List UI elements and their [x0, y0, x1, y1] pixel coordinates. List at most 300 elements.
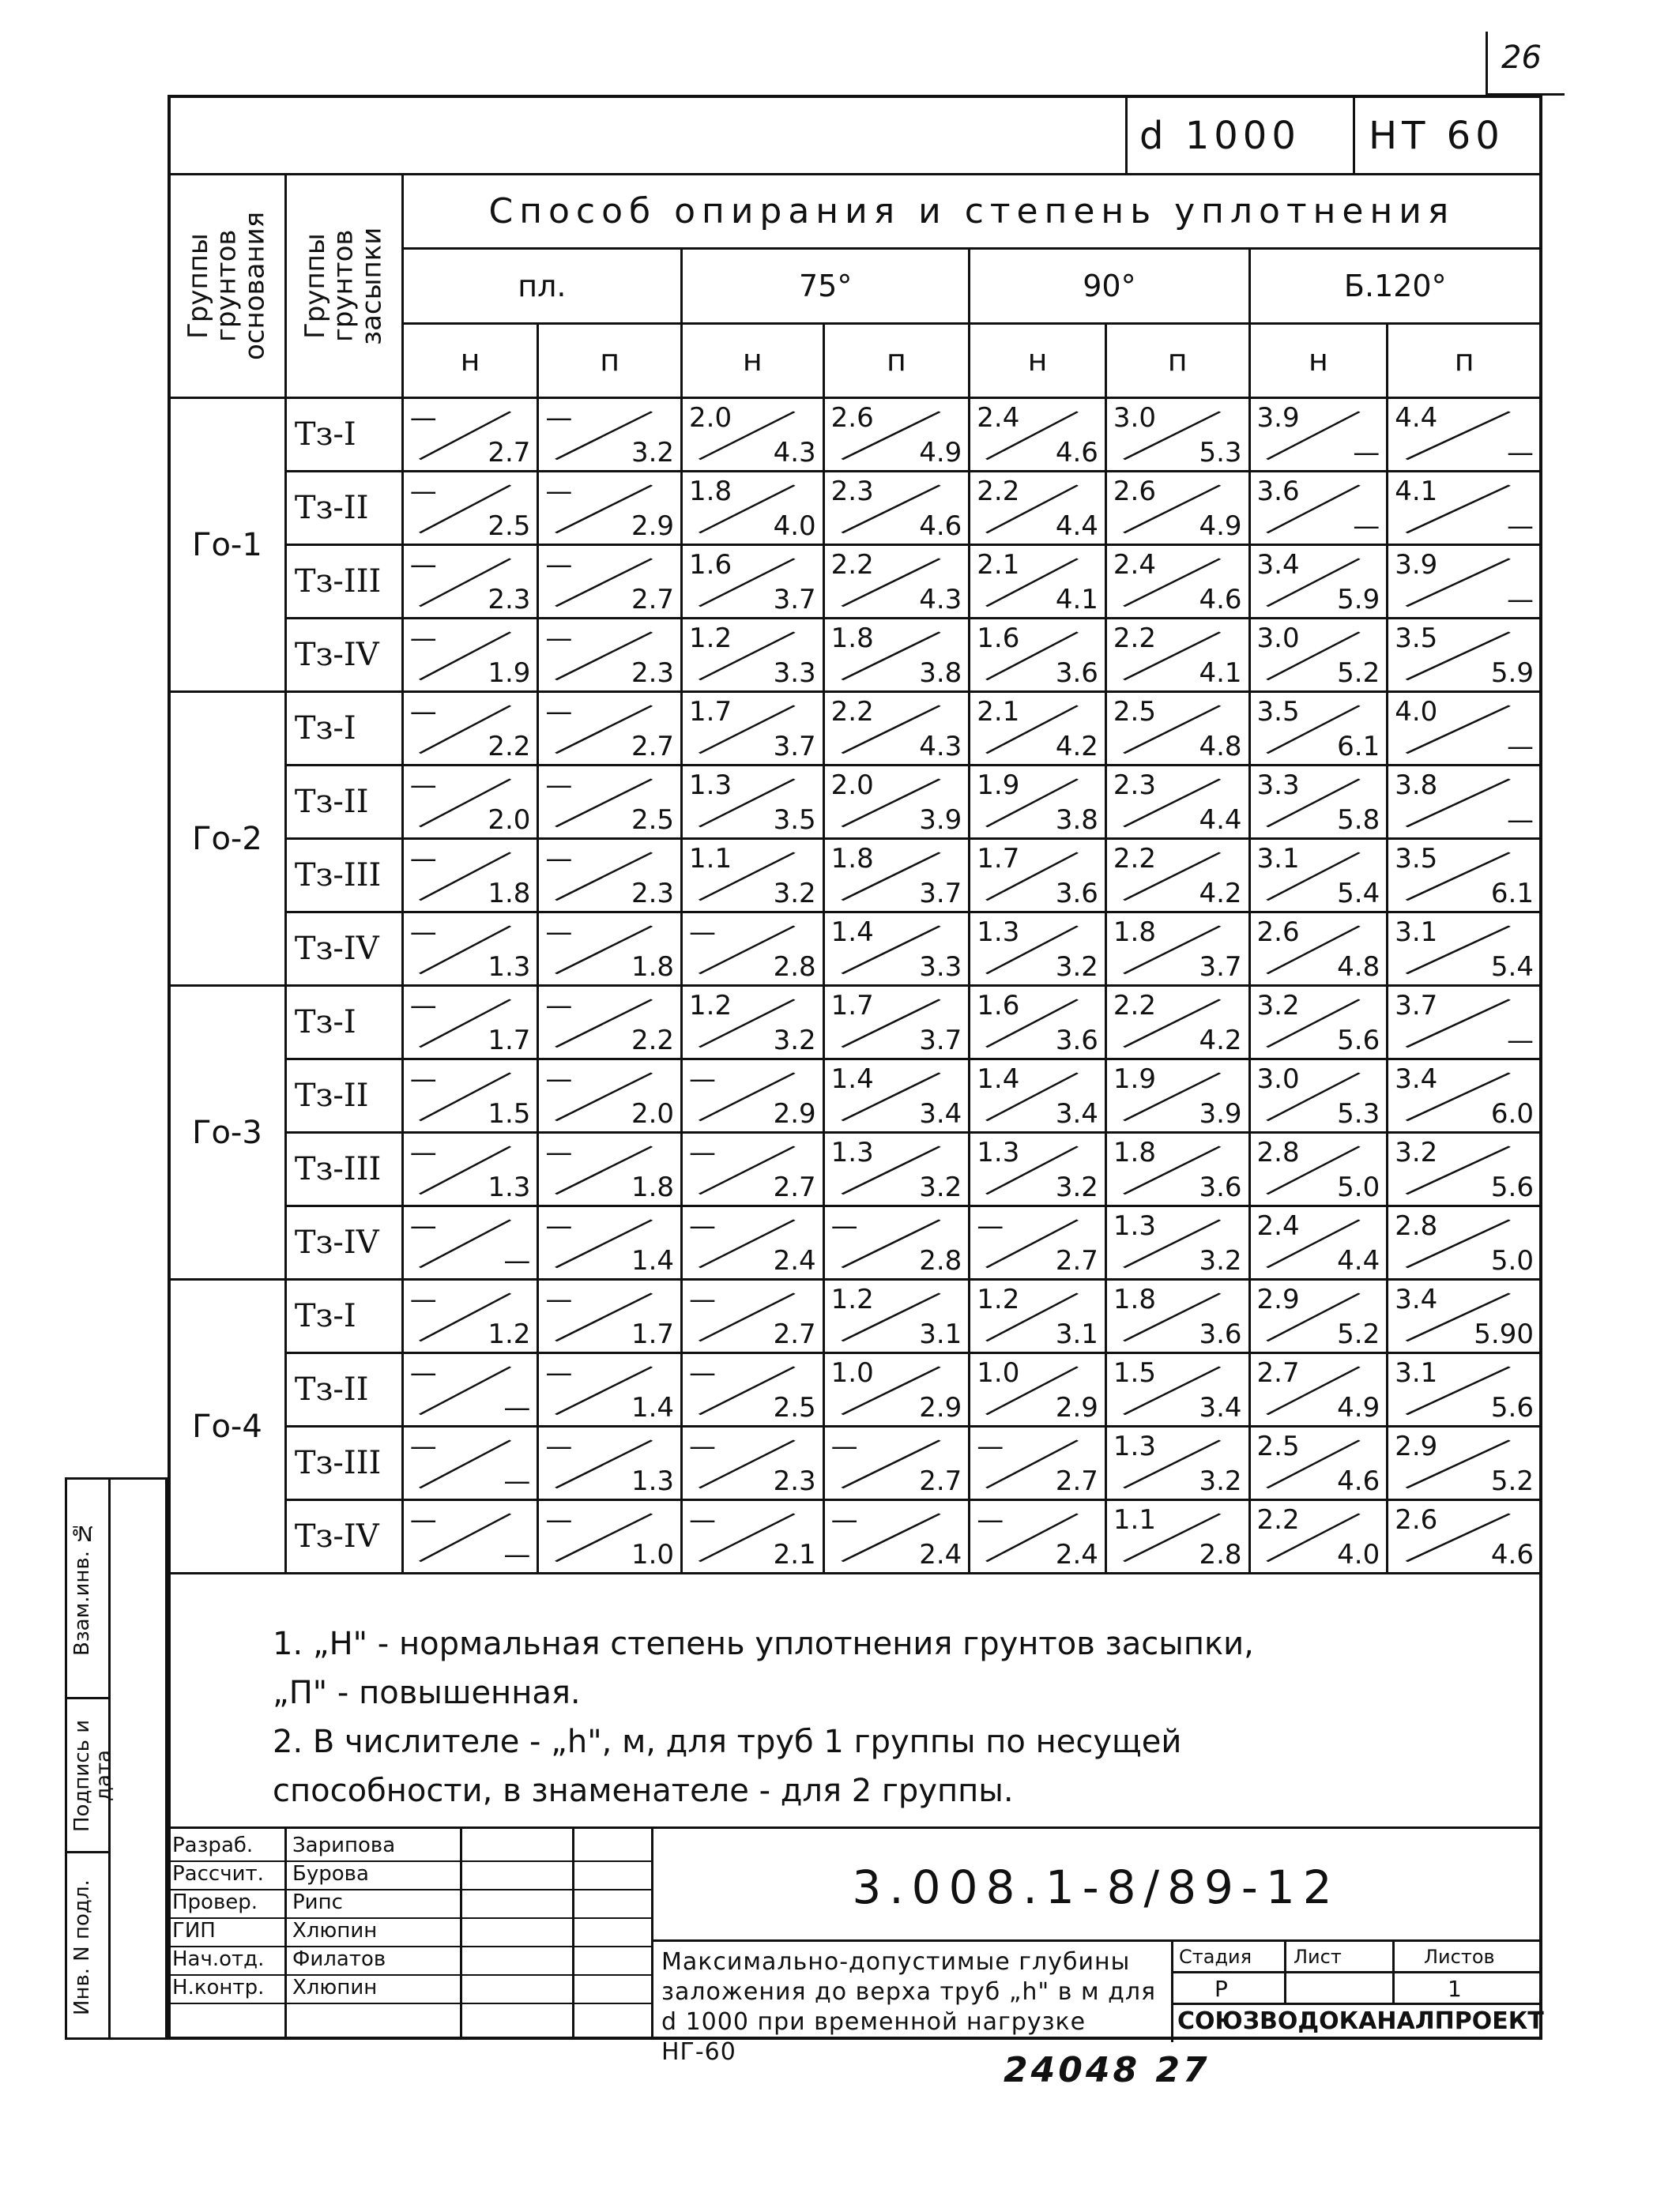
depth-cell	[538, 912, 682, 986]
numerator: —	[830, 1431, 858, 1462]
denominator: 4.3	[773, 437, 816, 468]
denominator: 3.7	[919, 1025, 962, 1056]
depth-cell	[1105, 619, 1249, 692]
fill-soil-group: Тз-I	[285, 692, 402, 766]
depth-cell	[1249, 1206, 1388, 1280]
numerator: 1.4	[977, 1063, 1020, 1095]
numerator: 3.0	[1256, 623, 1300, 654]
depth-cell	[1388, 986, 1542, 1059]
denominator: 4.2	[1199, 878, 1242, 909]
depth-cell	[402, 1427, 538, 1500]
depth-cell	[538, 839, 682, 912]
stage-label: Стадия	[1179, 1946, 1252, 1968]
method-header: 75°	[682, 249, 970, 323]
depth-cell	[1388, 1427, 1542, 1500]
numerator: 2.4	[977, 402, 1020, 434]
depth-cell	[1388, 472, 1542, 545]
denominator: 2.9	[919, 1392, 962, 1424]
numerator: 3.1	[1395, 1357, 1438, 1389]
numerator: —	[409, 1357, 437, 1389]
numerator: 1.6	[977, 990, 1020, 1021]
numerator: 2.1	[977, 549, 1020, 581]
denominator: 4.9	[1337, 1392, 1380, 1424]
table-row	[169, 1500, 1542, 1574]
depth-cell	[970, 1280, 1106, 1353]
denominator: 3.2	[1199, 1465, 1242, 1497]
denominator: 1.8	[631, 951, 675, 983]
depth-cell	[1249, 545, 1388, 619]
base-soil-group: Го-1	[169, 398, 286, 692]
depth-cell	[1105, 472, 1249, 545]
denominator: 4.0	[1337, 1539, 1380, 1571]
depth-cell	[823, 619, 970, 692]
numerator: —	[409, 549, 437, 581]
denominator: 2.9	[1055, 1392, 1098, 1424]
depth-cell	[538, 1500, 682, 1574]
numerator: 2.0	[689, 402, 732, 434]
compaction-header: н	[402, 323, 538, 397]
denominator: 1.5	[488, 1098, 531, 1130]
depth-cell	[823, 1500, 970, 1574]
depth-cell	[402, 1353, 538, 1427]
numerator: 2.2	[1113, 843, 1156, 875]
denominator: 6.0	[1490, 1098, 1534, 1130]
denominator: —	[1507, 731, 1534, 762]
depth-cell	[970, 472, 1106, 545]
denominator: 5.9	[1490, 657, 1534, 689]
depth-cell	[402, 839, 538, 912]
denominator: 2.7	[773, 1172, 816, 1203]
depth-cell	[402, 1280, 538, 1353]
fill-soil-group: Тз-II	[285, 472, 402, 545]
denominator: 3.3	[919, 951, 962, 983]
fill-soil-group: Тз-III	[285, 1427, 402, 1500]
numerator: —	[409, 1431, 437, 1462]
numerator: —	[409, 1210, 437, 1242]
sign-date-label: Подпись и дата	[70, 1719, 116, 1833]
denominator: 3.2	[1055, 951, 1098, 983]
denominator: 4.3	[919, 731, 962, 762]
denominator: 2.9	[631, 510, 675, 542]
depth-cell	[1249, 912, 1388, 986]
denominator: 2.0	[488, 804, 531, 836]
numerator: —	[830, 1504, 858, 1536]
depth-cell	[823, 839, 970, 912]
numerator: 1.7	[977, 843, 1020, 875]
numerator: 1.8	[830, 843, 874, 875]
denominator: 3.3	[773, 657, 816, 689]
numerator: 1.3	[1113, 1210, 1156, 1242]
denominator: 2.7	[773, 1319, 816, 1350]
compaction-header: н	[1249, 323, 1388, 397]
stamp-name: Филатов	[292, 1947, 386, 1971]
denominator: 2.5	[631, 804, 675, 836]
numerator: 2.7	[1256, 1357, 1300, 1389]
numerator: —	[689, 1357, 717, 1389]
depth-cell	[402, 1500, 538, 1574]
fill-soil-group: Тз-IV	[285, 1500, 402, 1574]
numerator: —	[977, 1431, 1004, 1462]
method-header: Б.120°	[1249, 249, 1541, 323]
numerator: —	[545, 990, 573, 1021]
depth-cell	[970, 766, 1106, 839]
depth-cell	[1105, 398, 1249, 472]
numerator: 1.0	[977, 1357, 1020, 1389]
depth-cell	[1249, 766, 1388, 839]
depth-cell	[1388, 1500, 1542, 1574]
depth-cell	[402, 1206, 538, 1280]
depth-cell	[1105, 692, 1249, 766]
method-header: 90°	[970, 249, 1249, 323]
depth-cell	[682, 1133, 824, 1206]
denominator: 4.6	[1199, 584, 1242, 615]
denominator: 3.7	[1199, 951, 1242, 983]
depth-cell	[538, 1280, 682, 1353]
fill-soil-group: Тз-IV	[285, 1206, 402, 1280]
denominator: 3.6	[1055, 878, 1098, 909]
fill-soil-group: Тз-I	[285, 986, 402, 1059]
numerator: —	[689, 1431, 717, 1462]
denominator: —	[1353, 437, 1380, 468]
denominator: 3.1	[919, 1319, 962, 1350]
numerator: 4.4	[1395, 402, 1438, 434]
denominator: 2.2	[631, 1025, 675, 1056]
numerator: 1.1	[689, 843, 732, 875]
numerator: 3.0	[1256, 1063, 1300, 1095]
numerator: 1.2	[689, 990, 732, 1021]
depth-cell	[823, 1280, 970, 1353]
denominator: 2.1	[773, 1539, 816, 1571]
denominator: 2.7	[631, 731, 675, 762]
stamp-role: Разраб.	[172, 1834, 254, 1857]
denominator: 3.4	[919, 1098, 962, 1130]
numerator: 2.6	[1256, 916, 1300, 948]
numerator: —	[545, 1357, 573, 1389]
depth-cell	[1249, 1280, 1388, 1353]
title-block	[168, 1826, 1544, 2066]
denominator: 1.9	[488, 657, 531, 689]
denominator: —	[503, 1245, 531, 1277]
depth-cell	[402, 398, 538, 472]
numerator: 2.4	[1256, 1210, 1300, 1242]
depth-cell	[823, 398, 970, 472]
denominator: 5.4	[1337, 878, 1380, 909]
depth-cell	[1249, 1059, 1388, 1133]
denominator: 3.7	[919, 878, 962, 909]
table-row	[169, 619, 1542, 692]
numerator: 2.8	[1395, 1210, 1438, 1242]
depth-cell	[538, 619, 682, 692]
compaction-header: н	[682, 323, 824, 397]
numerator: —	[409, 402, 437, 434]
table-row	[169, 692, 1542, 766]
denominator: 2.8	[1199, 1539, 1242, 1571]
depth-cell	[823, 1427, 970, 1500]
depth-cell	[823, 912, 970, 986]
stamp-role: ГИП	[172, 1919, 216, 1943]
numerator: 3.2	[1395, 1137, 1438, 1168]
depth-cell	[970, 619, 1106, 692]
numerator: —	[545, 623, 573, 654]
depth-cell	[682, 1427, 824, 1500]
denominator: 5.6	[1490, 1172, 1534, 1203]
table-row	[169, 766, 1542, 839]
depth-cell	[823, 1206, 970, 1280]
denominator: 3.1	[1055, 1319, 1098, 1350]
numerator: 1.7	[830, 990, 874, 1021]
numerator: —	[689, 1210, 717, 1242]
numerator: 2.5	[1256, 1431, 1300, 1462]
numerator: 1.6	[689, 549, 732, 581]
depth-cell	[538, 692, 682, 766]
depth-cell	[1388, 1280, 1542, 1353]
depth-cell	[402, 912, 538, 986]
table-row	[169, 472, 1542, 545]
depth-cell	[1105, 1500, 1249, 1574]
depth-cell	[538, 1353, 682, 1427]
depth-cell	[682, 398, 824, 472]
denominator: 5.6	[1337, 1025, 1380, 1056]
depth-cell	[1249, 1353, 1388, 1427]
fill-soil-group: Тз-III	[285, 545, 402, 619]
depth-cell	[1105, 766, 1249, 839]
denominator: 3.2	[773, 1025, 816, 1056]
depth-cell	[823, 766, 970, 839]
numerator: 1.8	[689, 476, 732, 507]
denominator: 5.2	[1490, 1465, 1534, 1497]
denominator: 2.3	[773, 1465, 816, 1497]
numerator: 1.9	[1113, 1063, 1156, 1095]
depth-cell	[1105, 986, 1249, 1059]
denominator: 5.6	[1490, 1392, 1534, 1424]
numerator: —	[409, 916, 437, 948]
denominator: 5.8	[1337, 804, 1380, 836]
denominator: 5.0	[1490, 1245, 1534, 1277]
compaction-header: н	[970, 323, 1106, 397]
numerator: 1.9	[977, 769, 1020, 801]
denominator: 3.4	[1199, 1392, 1242, 1424]
numerator: 2.2	[1256, 1504, 1300, 1536]
denominator: —	[1507, 437, 1534, 468]
numerator: 3.5	[1395, 843, 1438, 875]
depth-cell	[823, 1353, 970, 1427]
denominator: 1.3	[488, 951, 531, 983]
sheets-value: 1	[1448, 1976, 1462, 2002]
numerator: 3.8	[1395, 769, 1438, 801]
numerator: —	[409, 990, 437, 1021]
load-label: НТ 60	[1369, 114, 1504, 158]
denominator: —	[1507, 804, 1534, 836]
denominator: 1.0	[631, 1539, 675, 1571]
numerator: 3.0	[1113, 402, 1156, 434]
denominator: 4.6	[1055, 437, 1098, 468]
numerator: —	[977, 1210, 1004, 1242]
numerator: 3.6	[1256, 476, 1300, 507]
denominator: 2.9	[773, 1098, 816, 1130]
table-row	[169, 1059, 1542, 1133]
fill-soil-group: Тз-II	[285, 1353, 402, 1427]
numerator: 1.4	[830, 916, 874, 948]
fill-soil-group: Тз-III	[285, 1133, 402, 1206]
denominator: 6.1	[1490, 878, 1534, 909]
denominator: 4.3	[919, 584, 962, 615]
depth-cell	[1105, 545, 1249, 619]
depth-cell	[1249, 1427, 1388, 1500]
denominator: 4.4	[1337, 1245, 1380, 1277]
stamp-role: Рассчит.	[172, 1862, 264, 1886]
numerator: —	[545, 1210, 573, 1242]
stage-value: Р	[1214, 1976, 1228, 2002]
denominator: 1.7	[631, 1319, 675, 1350]
numerator: —	[689, 1063, 717, 1095]
numerator: —	[830, 1210, 858, 1242]
denominator: 4.9	[919, 437, 962, 468]
depth-cell	[823, 472, 970, 545]
stamp-role: Провер.	[172, 1890, 258, 1914]
denominator: 4.1	[1199, 657, 1242, 689]
depth-cell	[1105, 839, 1249, 912]
denominator: 3.2	[1199, 1245, 1242, 1277]
numerator: —	[545, 1137, 573, 1168]
numerator: 1.5	[1113, 1357, 1156, 1389]
depth-cell	[1105, 1353, 1249, 1427]
numerator: 3.4	[1395, 1284, 1438, 1315]
depth-cell	[1249, 1133, 1388, 1206]
denominator: 3.2	[631, 437, 675, 468]
numerator: 2.6	[830, 402, 874, 434]
numerator: 2.4	[1113, 549, 1156, 581]
table-row	[169, 912, 1542, 986]
numerator: 2.0	[830, 769, 874, 801]
base-soil-group: Го-4	[169, 1280, 286, 1574]
archive-number: 24048 27	[1004, 2050, 1211, 2090]
numerator: —	[689, 1284, 717, 1315]
denominator: 5.90	[1474, 1319, 1534, 1350]
numerator: 2.1	[977, 696, 1020, 728]
page-number-rule	[1486, 32, 1488, 95]
numerator: 3.4	[1395, 1063, 1438, 1095]
depth-cell	[538, 766, 682, 839]
numerator: 2.3	[1113, 769, 1156, 801]
stamp-name: Хлюпин	[292, 1976, 378, 1999]
numerator: —	[545, 549, 573, 581]
denominator: 2.7	[1055, 1465, 1098, 1497]
stamp-name: Рипс	[292, 1890, 343, 1914]
numerator: 2.2	[1113, 623, 1156, 654]
numerator: 1.8	[1113, 1137, 1156, 1168]
denominator: 2.3	[488, 584, 531, 615]
side-stamp	[65, 1477, 168, 2040]
numerator: 2.9	[1395, 1431, 1438, 1462]
numerator: 1.2	[689, 623, 732, 654]
numerator: 1.3	[977, 1137, 1020, 1168]
depth-cell	[970, 545, 1106, 619]
depth-cell	[1388, 1353, 1542, 1427]
method-header: пл.	[402, 249, 681, 323]
numerator: 1.8	[1113, 1284, 1156, 1315]
table-row	[169, 1427, 1542, 1500]
numerator: 1.3	[1113, 1431, 1156, 1462]
depth-cell	[682, 986, 824, 1059]
depth-cell	[1388, 545, 1542, 619]
depth-cell	[402, 766, 538, 839]
numerator: —	[545, 1504, 573, 1536]
numerator: —	[545, 769, 573, 801]
depth-cell	[970, 692, 1106, 766]
denominator: 2.3	[631, 878, 675, 909]
numerator: 2.5	[1113, 696, 1156, 728]
numerator: 1.1	[1113, 1504, 1156, 1536]
depth-cell	[538, 1206, 682, 1280]
denominator: 2.0	[631, 1098, 675, 1130]
depth-cell	[1249, 986, 1388, 1059]
depth-cell	[1105, 1206, 1249, 1280]
depth-cell	[970, 839, 1106, 912]
depth-cell	[1388, 692, 1542, 766]
denominator: 5.3	[1337, 1098, 1380, 1130]
denominator: 1.3	[631, 1465, 675, 1497]
numerator: 1.8	[1113, 916, 1156, 948]
denominator: 2.5	[773, 1392, 816, 1424]
denominator: 4.9	[1199, 510, 1242, 542]
numerator: —	[545, 1063, 573, 1095]
depth-cell	[682, 1500, 824, 1574]
depth-cell	[538, 1427, 682, 1500]
depth-cell	[682, 545, 824, 619]
denominator: —	[1507, 510, 1534, 542]
table-row	[169, 839, 1542, 912]
depth-cell	[970, 986, 1106, 1059]
depth-cell	[1388, 912, 1542, 986]
depth-cell	[538, 472, 682, 545]
denominator: 3.2	[1055, 1172, 1098, 1203]
depth-cell	[823, 986, 970, 1059]
table-row	[169, 398, 1542, 472]
numerator: 1.3	[830, 1137, 874, 1168]
denominator: —	[1353, 510, 1380, 542]
denominator: 3.6	[1055, 657, 1098, 689]
fill-soil-group: Тз-I	[285, 398, 402, 472]
depth-cell	[823, 692, 970, 766]
table-row	[169, 986, 1542, 1059]
denominator: 3.9	[1199, 1098, 1242, 1130]
depth-cell	[970, 1133, 1106, 1206]
denominator: 3.7	[773, 731, 816, 762]
denominator: 4.0	[773, 510, 816, 542]
compaction-header: п	[1105, 323, 1249, 397]
numerator: 3.3	[1256, 769, 1300, 801]
depth-cell	[823, 1059, 970, 1133]
numerator: 1.3	[977, 916, 1020, 948]
numerator: —	[689, 916, 717, 948]
numerator: —	[977, 1504, 1004, 1536]
table-row	[169, 1280, 1542, 1353]
denominator: —	[503, 1465, 531, 1497]
denominator: 2.4	[773, 1245, 816, 1277]
compaction-header: п	[1388, 323, 1542, 397]
denominator: 4.6	[1337, 1465, 1380, 1497]
numerator: —	[545, 476, 573, 507]
denominator: 4.6	[1490, 1539, 1534, 1571]
numerator: —	[409, 1504, 437, 1536]
base-soil-header: Группы грунтов основания	[169, 175, 286, 398]
depth-cell	[682, 766, 824, 839]
numerator: —	[409, 1063, 437, 1095]
denominator: 4.6	[919, 510, 962, 542]
numerator: —	[409, 769, 437, 801]
numerator: —	[545, 402, 573, 434]
compaction-header: п	[538, 323, 682, 397]
